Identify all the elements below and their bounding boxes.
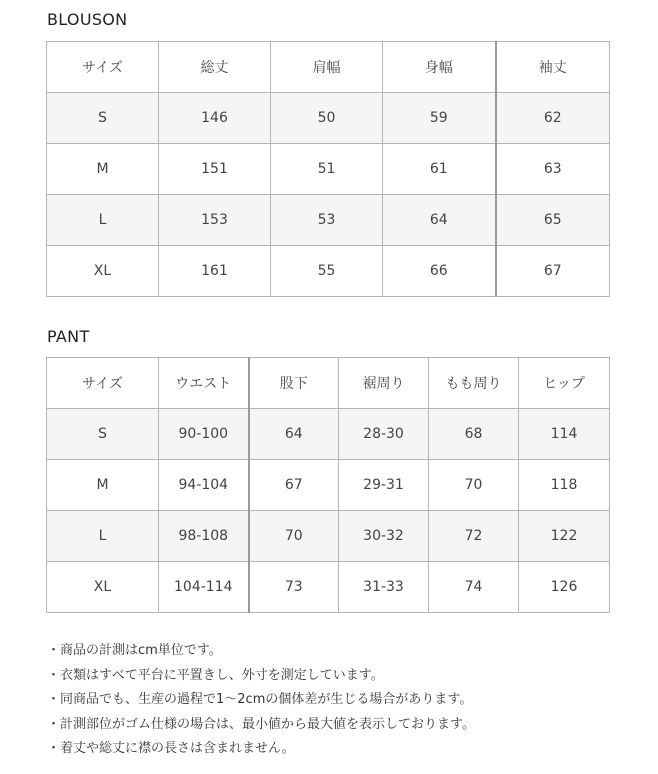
table-cell: 122 — [519, 511, 610, 562]
table-cell: 63 — [496, 144, 610, 195]
header-cell: ウエスト — [159, 358, 249, 409]
table-cell: S — [47, 409, 159, 460]
table-cell: 94-104 — [159, 460, 249, 511]
table-cell: XL — [47, 246, 159, 297]
table-cell: 68 — [429, 409, 519, 460]
table-cell: 161 — [159, 246, 271, 297]
table-cell: L — [47, 195, 159, 246]
table-header-row — [47, 358, 610, 409]
table-cell: 64 — [383, 195, 496, 246]
table-cell: 50 — [271, 93, 383, 144]
header-cell: サイズ — [47, 358, 159, 409]
table-cell: 62 — [496, 93, 610, 144]
table-cell: 67 — [496, 246, 610, 297]
table-cell: 67 — [249, 460, 339, 511]
note-item: ・衣類はすべて平台に平置きし、外寸を測定しています。 — [47, 667, 384, 683]
blouson-size-table — [46, 41, 610, 297]
table-row — [47, 246, 610, 297]
table-cell: 29-31 — [339, 460, 429, 511]
table-cell: 118 — [519, 460, 610, 511]
table-cell: 31-33 — [339, 562, 429, 613]
table-cell: 104-114 — [159, 562, 249, 613]
table-cell: 59 — [383, 93, 496, 144]
table-cell: 66 — [383, 246, 496, 297]
table-cell: 90-100 — [159, 409, 249, 460]
header-cell: 総丈 — [159, 42, 271, 93]
table-row — [47, 562, 610, 613]
table-cell: 53 — [271, 195, 383, 246]
table-row — [47, 195, 610, 246]
table-row — [47, 460, 610, 511]
table-header-row — [47, 42, 610, 93]
table-cell: S — [47, 93, 159, 144]
header-cell: もも周り — [429, 358, 519, 409]
table-cell: 30-32 — [339, 511, 429, 562]
header-cell: 裾周り — [339, 358, 429, 409]
header-cell: 身幅 — [383, 42, 496, 93]
table-cell: 64 — [249, 409, 339, 460]
table-cell: L — [47, 511, 159, 562]
table-row — [47, 511, 610, 562]
table-cell: 114 — [519, 409, 610, 460]
table-cell: 98-108 — [159, 511, 249, 562]
table-cell: 51 — [271, 144, 383, 195]
table-cell: 65 — [496, 195, 610, 246]
note-item: ・商品の計測はcm単位です。 — [47, 643, 222, 658]
table-cell: 151 — [159, 144, 271, 195]
blouson-title: BLOUSON — [47, 10, 128, 29]
header-cell: 股下 — [249, 358, 339, 409]
note-item: ・計測部位がゴム仕様の場合は、最小値から最大値を表示しております。 — [47, 716, 475, 732]
table-cell: 153 — [159, 195, 271, 246]
table-cell: 126 — [519, 562, 610, 613]
pant-title: PANT — [47, 327, 90, 346]
table-cell: 70 — [429, 460, 519, 511]
table-cell: 72 — [429, 511, 519, 562]
table-cell: XL — [47, 562, 159, 613]
table-cell: 74 — [429, 562, 519, 613]
header-cell: ヒップ — [519, 358, 610, 409]
table-row — [47, 409, 610, 460]
table-row — [47, 93, 610, 144]
measurement-notes — [47, 639, 475, 762]
note-item: ・同商品でも、生産の過程で1〜2cmの個体差が生じる場合があります。 — [47, 692, 473, 707]
table-cell: 70 — [249, 511, 339, 562]
table-cell: 61 — [383, 144, 496, 195]
header-cell: サイズ — [47, 42, 159, 93]
table-cell: M — [47, 144, 159, 195]
table-cell: 55 — [271, 246, 383, 297]
header-cell: 肩幅 — [271, 42, 383, 93]
pant-size-table — [46, 357, 610, 613]
table-cell: 146 — [159, 93, 271, 144]
table-cell: 73 — [249, 562, 339, 613]
header-cell: 袖丈 — [496, 42, 610, 93]
note-item: ・着丈や総丈に襟の長さは含まれません。 — [47, 741, 295, 756]
table-row — [47, 144, 610, 195]
table-cell: M — [47, 460, 159, 511]
table-cell: 28-30 — [339, 409, 429, 460]
